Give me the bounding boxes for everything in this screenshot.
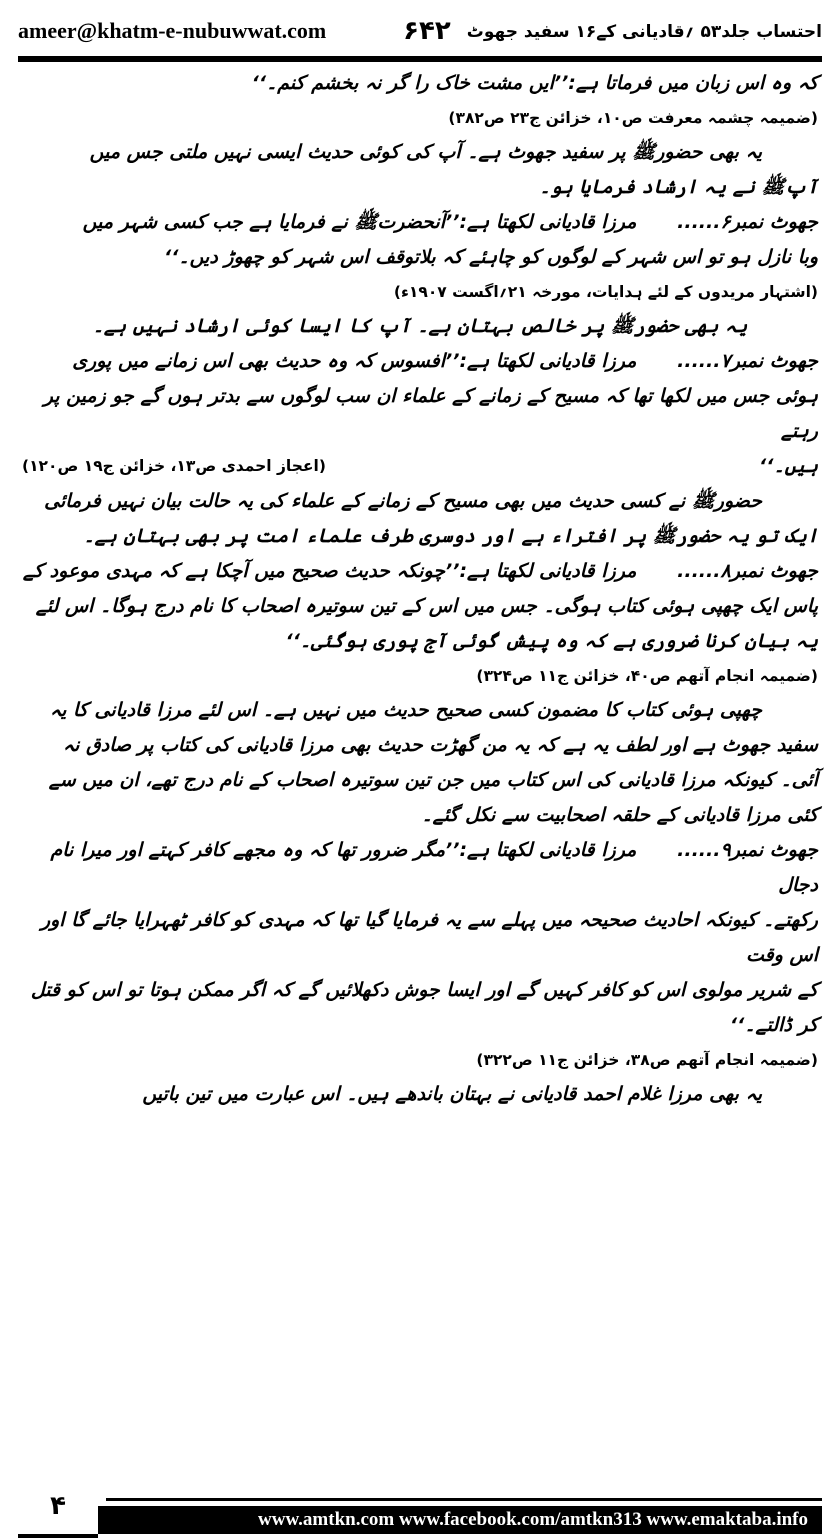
page-header	[18, 12, 822, 50]
body-line: چھپی ہوئی کتاب کا مضمون کسی صحیح حدیث میں نہیں ہے۔ اس لئے مرزا قادیانی کا یہ	[50, 699, 762, 721]
body-text: ہیں۔‘‘	[759, 455, 818, 477]
body-line: ہوئی جس میں لکھا تھا کہ مسیح کے زمانے کے علماء ان سب لوگوں سے بدتر ہوں گے جو زمین پر رہتے	[43, 385, 818, 442]
body-line: آپﷺ نے یہ ارشاد فرمایا ہو۔	[539, 176, 818, 198]
page-body	[22, 66, 818, 1438]
body-line: یہ بھی مرزا غلام احمد قادیانی نے بہتان باندھے ہیں۔ اس عبارت میں تین باتیں	[142, 1083, 762, 1105]
heading-line	[22, 205, 818, 240]
body-text: مرزا قادیانی لکھتا ہے:’’مگر ضرور تھا کہ وہ مجھے کافر کہتے اور میرا نام دجال	[50, 839, 818, 896]
body-line: کے شریر مولوی اس کو کافر کہیں گے اور ایسا جوش دکھلائیں گے کہ اگر ممکن ہوتا تو اس کو قتل کر ڈالتے۔‘‘	[30, 979, 818, 1036]
body-line: رکھتے۔ کیونکہ احادیث صحیحہ میں پہلے سے یہ فرمایا گیا تھا کہ مہدی کو کافر ٹھہرایا جائے گا اور اس وقت	[40, 909, 818, 966]
body-line: یہ بھی حضورﷺ پر خالص بہتان ہے۔ آپ کا ایسا کوئی ارشاد نہیں ہے۔	[92, 315, 748, 337]
footer-folio: ۴	[18, 1486, 98, 1538]
heading-line	[22, 833, 818, 903]
header-title: احتساب جلد۵۳ ؍قادیانی کے۱۶ سفید جھوٹ	[466, 21, 822, 42]
lie-number-label: جھوٹ نمبر۸......	[677, 560, 818, 582]
header-right	[403, 16, 822, 46]
heading-line	[22, 449, 818, 484]
header-rule	[18, 56, 822, 62]
body-line: پاس ایک چھپی ہوئی کتاب ہوگی۔ جس میں اس کے تین سوتیرہ اصحاب کا نام درج ہوگا۔ اس لئے	[35, 595, 818, 617]
lie-number-label: جھوٹ نمبر۹......	[677, 839, 818, 861]
body-line: کئی مرزا قادیانی کے حلقہ اصحابیت سے نکل گئے۔	[421, 804, 818, 826]
body-line: ایک تو یہ حضورﷺ پر افتراء ہے اور دوسری طرف علماء امت پر بھی بہتان ہے۔	[83, 525, 818, 547]
page-footer	[18, 1486, 822, 1534]
reference-line: (اعجاز احمدی ص۱۳، خزائن ج۱۹ ص۱۲۰)	[22, 457, 326, 475]
lie-number-label: جھوٹ نمبر۶......	[677, 211, 818, 233]
reference-line: (ضمیمہ انجام آتھم ص۳۸، خزائن ج۱۱ ص۳۲۲)	[476, 1051, 818, 1069]
body-line: سفید جھوٹ ہے اور لطف یہ ہے کہ یہ من گھڑت حدیث بھی مرزا قادیانی کی کتاب پر صادق نہ	[62, 734, 818, 756]
footer-links: www.amtkn.com www.facebook.com/amtkn313 www.emaktaba.info	[258, 1509, 808, 1530]
body-line: کہ وہ اس زبان میں فرماتا ہے:’’ایں مشت خاک را گر نہ بخشم کنم۔‘‘	[251, 72, 818, 94]
body-text: مرزا قادیانی لکھتا ہے:’’چونکہ حدیث صحیح میں آچکا ہے کہ مہدی موعود کے	[22, 560, 637, 582]
body-line: وبا نازل ہو تو اس شہر کے لوگوں کو چاہئے کہ بلاتوقف اس شہر کو چھوڑ دیں۔‘‘	[164, 246, 818, 268]
body-text: مرزا قادیانی لکھتا ہے:’’افسوس کہ وہ حدیث بھی اس زمانے میں پوری	[72, 350, 637, 372]
body-line: یہ بیان کرنا ضروری ہے کہ وہ پیش گوئی آج پوری ہوگئی۔‘‘	[285, 630, 818, 652]
footer-bar	[18, 1506, 822, 1534]
body-line: یہ بھی حضورﷺ پر سفید جھوٹ ہے۔ آپ کی کوئی حدیث ایسی نہیں ملتی جس میں	[89, 141, 762, 163]
body-line: حضورﷺ نے کسی حدیث میں بھی مسیح کے زمانے کے علماء کی یہ حالت بیان نہیں فرمائی	[44, 490, 762, 512]
body-line: آئی۔ کیونکہ مرزا قادیانی کی اس کتاب میں جن تین سوتیرہ اصحاب کے نام درج تھے، ان میں سے	[48, 769, 818, 791]
reference-line: (ضمیمہ چشمہ معرفت ص۱۰، خزائن ج۲۳ ص۳۸۲)	[448, 109, 818, 127]
lie-number-label: جھوٹ نمبر۷......	[677, 350, 818, 372]
reference-line: (اشتہار مریدوں کے لئے ہدایات، مورخہ ۲۱؍اگست ۱۹۰۷ء)	[393, 283, 818, 301]
heading-line	[22, 554, 818, 589]
reference-line: (ضمیمہ انجام آتھم ص۴۰، خزائن ج۱۱ ص۳۲۴)	[476, 667, 818, 685]
heading-line	[22, 344, 818, 379]
body-text: مرزا قادیانی لکھتا ہے:’’آنحضرتﷺ نے فرمایا ہے جب کسی شہر میں	[82, 211, 637, 233]
header-page-number: ۶۴۲	[403, 16, 451, 46]
footer-rule	[106, 1498, 822, 1501]
header-email: ameer@khatm-e-nubuwwat.com	[18, 18, 327, 43]
